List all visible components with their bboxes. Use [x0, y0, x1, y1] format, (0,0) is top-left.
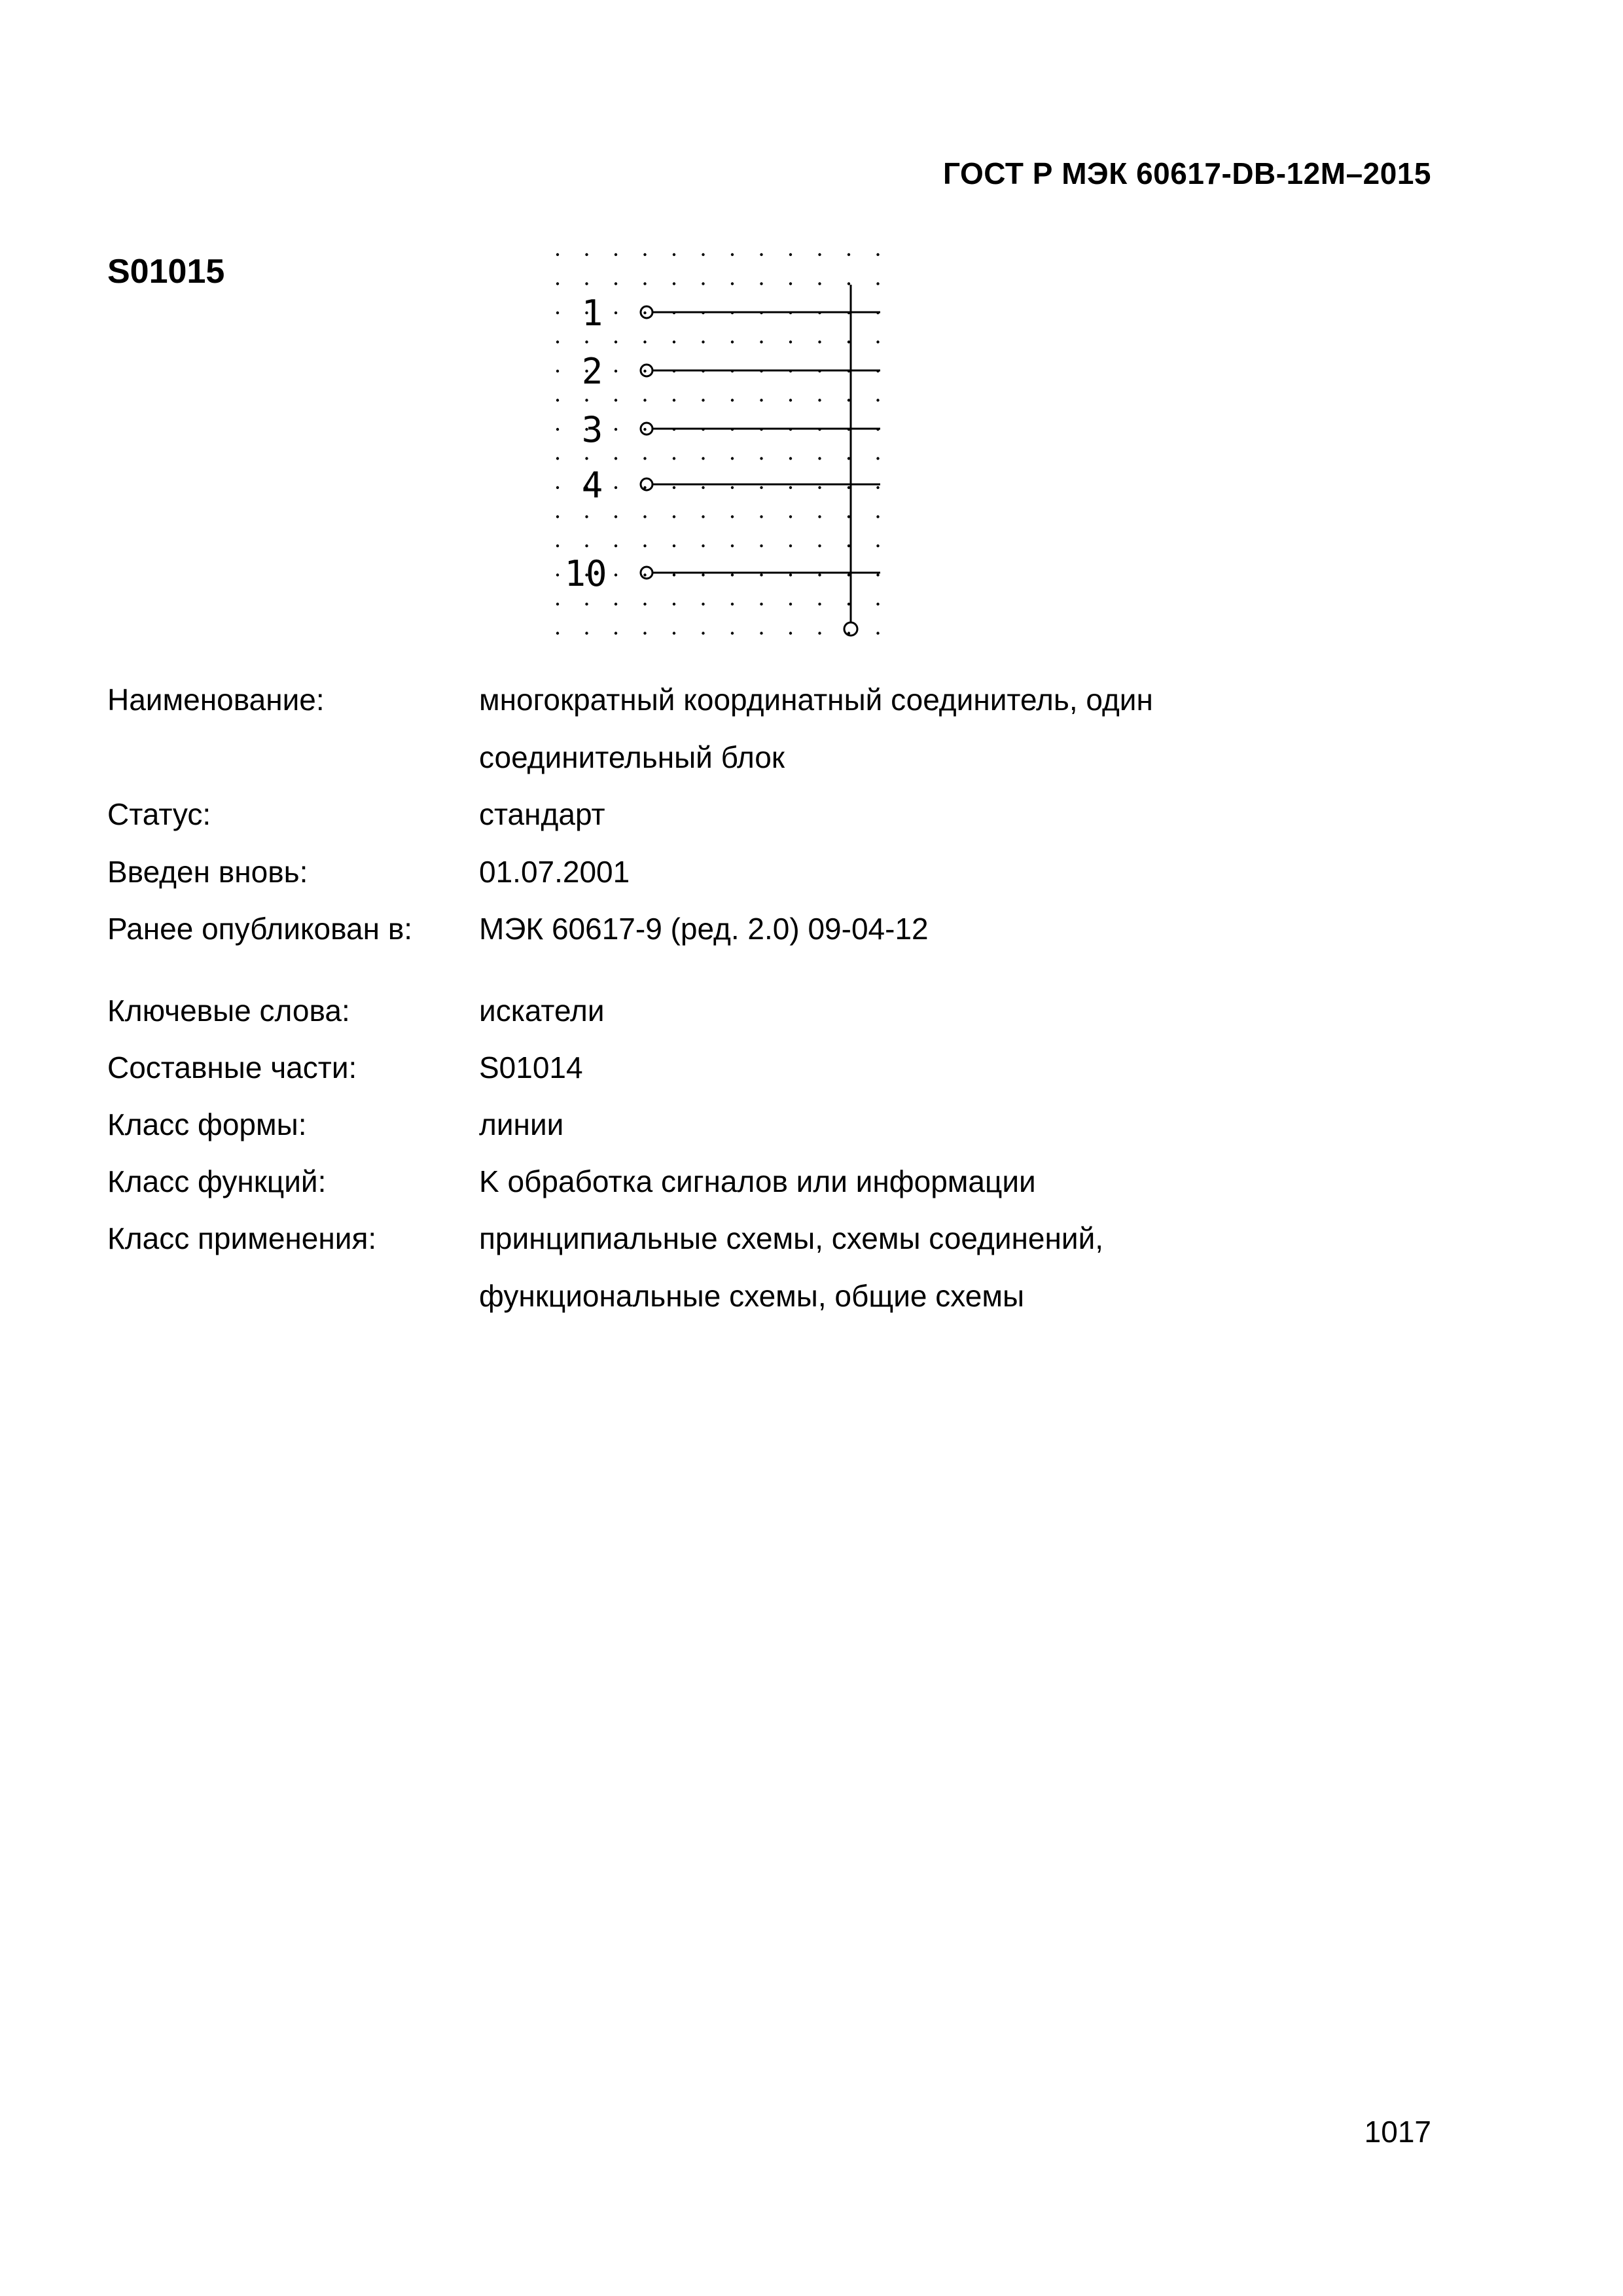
attr-label: Класс применения: — [107, 1221, 377, 1255]
grid-dot — [818, 632, 821, 634]
grid-dot — [585, 545, 588, 547]
grid-dot — [818, 486, 821, 489]
grid-dot — [731, 632, 734, 634]
grid-dot — [585, 457, 588, 459]
grid-dot — [760, 573, 762, 576]
grid-dot — [643, 370, 646, 372]
grid-dot — [615, 428, 617, 431]
grid-dot — [702, 457, 704, 459]
grid-dot — [673, 545, 675, 547]
grid-dot — [643, 312, 646, 314]
terminal-circle — [641, 423, 652, 435]
grid-dot — [615, 486, 617, 489]
grid-dot — [876, 399, 879, 401]
grid-dot — [585, 340, 588, 343]
grid-dot — [643, 282, 646, 285]
grid-dot — [702, 253, 704, 256]
grid-dot — [585, 515, 588, 518]
terminal-label: 2 — [581, 351, 603, 392]
grid-dot — [556, 399, 559, 401]
grid-dot — [556, 573, 559, 576]
grid-dot — [556, 632, 559, 634]
grid-dot — [789, 282, 792, 285]
grid-dot — [702, 340, 704, 343]
grid-dot — [760, 515, 762, 518]
grid-dot — [760, 399, 762, 401]
grid-dot — [673, 282, 675, 285]
grid-dot — [673, 457, 675, 459]
terminal-circle — [641, 306, 652, 318]
attr-value: МЭК 60617-9 (ред. 2.0) 09-04-12 — [479, 912, 929, 946]
grid-dot — [643, 632, 646, 634]
grid-dot — [818, 340, 821, 343]
attr-value: многократный координатный соединитель, один — [479, 683, 1153, 717]
attr-value: принципиальные схемы, схемы соединений, — [479, 1221, 1104, 1255]
grid-dot — [702, 486, 704, 489]
symbol-figure — [543, 245, 923, 664]
attr-label: Ключевые слова: — [107, 994, 350, 1028]
grid-dot — [673, 632, 675, 634]
grid-dot — [615, 545, 617, 547]
grid-dot — [673, 399, 675, 401]
grid-dot — [643, 399, 646, 401]
attr-label: Наименование: — [107, 683, 325, 717]
grid-dot — [731, 340, 734, 343]
attr-value: 01.07.2001 — [479, 855, 630, 889]
attr-label: Введен вновь: — [107, 855, 308, 889]
grid-dot — [673, 340, 675, 343]
grid-dot — [876, 282, 879, 285]
grid-dot — [731, 515, 734, 518]
grid-dot — [585, 282, 588, 285]
grid-dot — [643, 340, 646, 343]
standard-header: ГОСТ Р МЭК 60617-DB-12M–2015 — [943, 156, 1431, 190]
grid-dot — [789, 253, 792, 256]
attr-value: искатели — [479, 994, 605, 1028]
grid-dot — [702, 545, 704, 547]
grid-dot — [556, 312, 559, 314]
grid-dot — [818, 603, 821, 605]
grid-dot — [789, 545, 792, 547]
grid-dot — [556, 457, 559, 459]
grid-dot — [818, 545, 821, 547]
grid-dot — [760, 457, 762, 459]
attr-label: Класс формы: — [107, 1107, 307, 1141]
grid-dot — [760, 340, 762, 343]
attr-label: Составные части: — [107, 1050, 357, 1085]
grid-dot — [789, 457, 792, 459]
grid-dot — [615, 253, 617, 256]
grid-dot — [818, 515, 821, 518]
grid-dot — [876, 515, 879, 518]
grid-dot — [702, 603, 704, 605]
grid-dot — [760, 253, 762, 256]
grid-dot — [615, 312, 617, 314]
grid-dot — [643, 457, 646, 459]
grid-dot — [876, 457, 879, 459]
grid-dot — [731, 573, 734, 576]
grid-dot — [731, 545, 734, 547]
grid-dot — [876, 486, 879, 489]
grid-dot — [789, 603, 792, 605]
grid-dot — [702, 515, 704, 518]
terminal-label: 10 — [564, 553, 607, 594]
grid-dot — [556, 545, 559, 547]
terminal-circle — [641, 365, 652, 376]
grid-dot — [615, 515, 617, 518]
grid-dot — [643, 573, 646, 576]
grid-dot — [643, 515, 646, 518]
attr-value: линии — [479, 1107, 564, 1141]
grid-dot — [556, 515, 559, 518]
grid-dot — [876, 253, 879, 256]
grid-dot — [760, 603, 762, 605]
attr-label: Ранее опубликован в: — [107, 912, 413, 946]
grid-dot — [789, 515, 792, 518]
grid-dot — [702, 632, 704, 634]
attr-label: Статус: — [107, 797, 211, 831]
grid-dot — [876, 632, 879, 634]
grid-dot — [556, 603, 559, 605]
grid-dot — [760, 282, 762, 285]
grid-dot — [556, 486, 559, 489]
grid-dot — [818, 399, 821, 401]
grid-dot — [702, 573, 704, 576]
grid-dot — [876, 573, 879, 576]
grid-dot — [760, 632, 762, 634]
grid-dot — [789, 632, 792, 634]
grid-dot — [615, 282, 617, 285]
grid-dot — [818, 457, 821, 459]
grid-dot — [615, 399, 617, 401]
attr-label: Класс функций: — [107, 1164, 327, 1198]
grid-dot — [818, 573, 821, 576]
grid-dot — [615, 370, 617, 372]
grid-dot — [673, 573, 675, 576]
grid-dot — [673, 253, 675, 256]
attr-value: S01014 — [479, 1050, 583, 1085]
grid-dot — [876, 603, 879, 605]
grid-dot — [643, 428, 646, 431]
terminal-circle — [641, 567, 652, 579]
grid-dot — [818, 282, 821, 285]
grid-dot — [556, 428, 559, 431]
connector-symbol-drawing — [543, 245, 923, 664]
grid-dot — [615, 457, 617, 459]
grid-dot — [673, 486, 675, 489]
grid-dot — [731, 486, 734, 489]
grid-dot — [643, 253, 646, 256]
grid-dot — [876, 545, 879, 547]
grid-dot — [789, 399, 792, 401]
grid-dot — [585, 632, 588, 634]
attr-value: K обработка сигналов или информации — [479, 1164, 1036, 1198]
page-number: 1017 — [1364, 2115, 1431, 2149]
symbol-code: S01015 — [107, 253, 225, 291]
grid-dot — [760, 486, 762, 489]
grid-dot — [789, 573, 792, 576]
grid-dot — [731, 457, 734, 459]
attr-value: стандарт — [479, 797, 605, 831]
symbol-lines — [641, 285, 880, 636]
grid-dot — [702, 399, 704, 401]
grid-dot — [673, 515, 675, 518]
grid-dot — [731, 282, 734, 285]
terminal-labels — [564, 293, 607, 594]
bottom-terminal-circle — [844, 622, 857, 636]
grid-dot — [643, 545, 646, 547]
grid-dot — [556, 370, 559, 372]
terminal-label: 1 — [581, 293, 603, 334]
grid-dot — [789, 486, 792, 489]
grid-dot — [818, 253, 821, 256]
grid-dot — [731, 253, 734, 256]
grid-dot — [615, 632, 617, 634]
grid-dot — [585, 399, 588, 401]
grid-dot — [556, 253, 559, 256]
grid-dot — [585, 253, 588, 256]
grid-dot — [702, 282, 704, 285]
attr-value: функциональные схемы, общие схемы — [479, 1279, 1025, 1313]
grid-dot — [876, 340, 879, 343]
grid-dot — [615, 603, 617, 605]
grid-dot — [556, 282, 559, 285]
grid-dot — [731, 399, 734, 401]
grid-dot — [760, 545, 762, 547]
terminal-circle — [641, 478, 652, 490]
grid-dot — [847, 253, 850, 256]
grid-dot — [615, 573, 617, 576]
terminal-label: 3 — [581, 409, 603, 450]
grid-dot — [731, 603, 734, 605]
grid-dot — [585, 603, 588, 605]
grid-dot — [789, 340, 792, 343]
grid-dot — [673, 603, 675, 605]
terminal-label: 4 — [581, 465, 603, 506]
grid-dot — [615, 340, 617, 343]
grid-dot — [643, 603, 646, 605]
grid-dot — [556, 340, 559, 343]
attr-value: соединительный блок — [479, 740, 785, 774]
